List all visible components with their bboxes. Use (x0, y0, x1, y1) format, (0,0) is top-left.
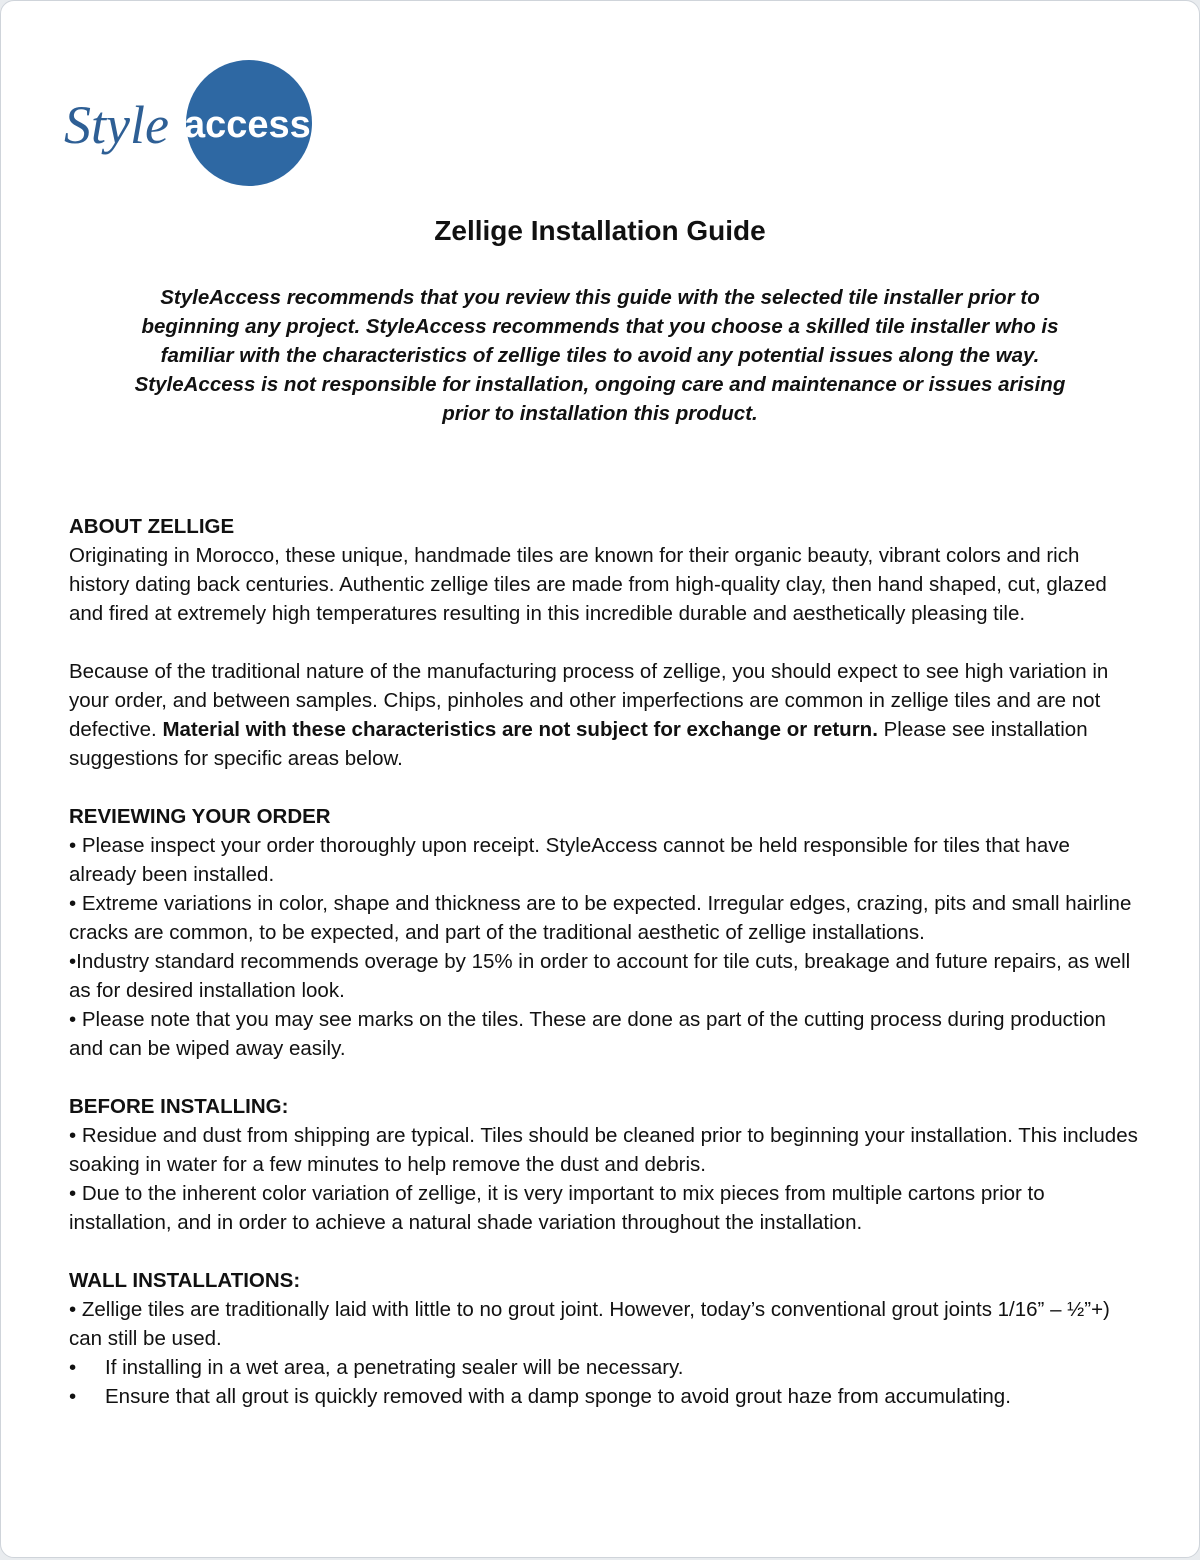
list-item (69, 1353, 1139, 1382)
about-heading: ABOUT ZELLIGE (69, 515, 235, 538)
variation-paragraph (69, 657, 1139, 773)
wall-bullet-list (69, 1353, 1139, 1411)
variation-section (69, 657, 1139, 773)
exchange-policy-text: Material with these characteristics are not subject for exchange or return. (162, 718, 878, 741)
wall-installations-section (69, 1266, 1139, 1411)
list-item-text: If installing in a wet area, a penetrating sealer will be necessary. (105, 1356, 684, 1379)
about-paragraph: Originating in Morocco, these unique, handmade tiles are known for their organic beauty, vibrant colors and rich history dating back centuries. Authentic zellige tiles are made from high-quality clay, then hand shaped, cut, glazed and fired at extremely high temperatures resulting in this incredible durable and aesthetically pleasing tile. (69, 544, 1107, 625)
before-installing-heading: BEFORE INSTALLING: (69, 1095, 289, 1118)
bullet-icon: • (69, 1385, 77, 1408)
reviewing-section (69, 802, 1139, 1063)
intro-line: prior to installation this product. (442, 402, 758, 425)
reviewing-item: • Please inspect your order thoroughly upon receipt. StyleAccess cannot be held responsible for tiles that have already been installed. (69, 834, 1070, 886)
document-title: Zellige Installation Guide (434, 215, 766, 246)
logo-script-text: Style (64, 95, 169, 155)
wall-installations-item: • Zellige tiles are traditionally laid with little to no grout joint. However, today’s conventional grout joints 1/16” – ½”+) can still be used. (69, 1298, 1110, 1350)
logo-badge-text: access (184, 104, 311, 146)
bullet-icon: • (69, 1356, 77, 1379)
intro-line: StyleAccess is not responsible for installation, ongoing care and maintenance or issues arising (134, 373, 1066, 396)
reviewing-item: •Industry standard recommends overage by 15% in order to account for tile cuts, breakage and future repairs, as well as for desired installation look. (69, 950, 1131, 1002)
about-section (69, 512, 1139, 628)
before-installing-item: • Residue and dust from shipping are typical. Tiles should be cleaned prior to beginning your installation. This includes soaking in water for a few minutes to help remove the dust and debris. (69, 1124, 1138, 1176)
document-body (69, 512, 1139, 1440)
wall-installations-heading: WALL INSTALLATIONS: (69, 1269, 301, 1292)
reviewing-item: • Extreme variations in color, shape and thickness are to be expected. Irregular edges, crazing, pits and small hairline cracks are common, to be expected, and part of the traditional aesthetic of zellige installations. (69, 892, 1132, 944)
reviewing-item: • Please note that you may see marks on the tiles. These are done as part of the cutting process during production and can be wiped away easily. (69, 1008, 1106, 1060)
variation-text-end: Please see installation suggestions for specific areas below. (69, 718, 1088, 770)
logo-graphic (63, 59, 313, 187)
intro-line: StyleAccess recommends that you review this guide with the selected tile installer prior to (160, 286, 1040, 309)
variation-text: Because of the traditional nature of the manufacturing process of zellige, you should expect to see high variation in your order, and between samples. Chips, pinholes and other imperfections are common in zellige tiles and are not defective. (69, 660, 1109, 741)
reviewing-heading: REVIEWING YOUR ORDER (69, 805, 331, 828)
list-item (69, 1382, 1139, 1411)
styleaccess-logo (63, 59, 313, 187)
before-installing-section (69, 1092, 1139, 1237)
before-installing-item: • Due to the inherent color variation of zellige, it is very important to mix pieces from multiple cartons prior to installation, and in order to achieve a natural shade variation throughout the installation. (69, 1182, 1045, 1234)
intro-line: familiar with the characteristics of zellige tiles to avoid any potential issues along the way. (160, 344, 1040, 367)
intro-line: beginning any project. StyleAccess recommends that you choose a skilled tile installer who is (141, 315, 1059, 338)
intro-disclaimer (81, 283, 1119, 428)
list-item-text: Ensure that all grout is quickly removed with a damp sponge to avoid grout haze from accumulating. (105, 1385, 1011, 1408)
